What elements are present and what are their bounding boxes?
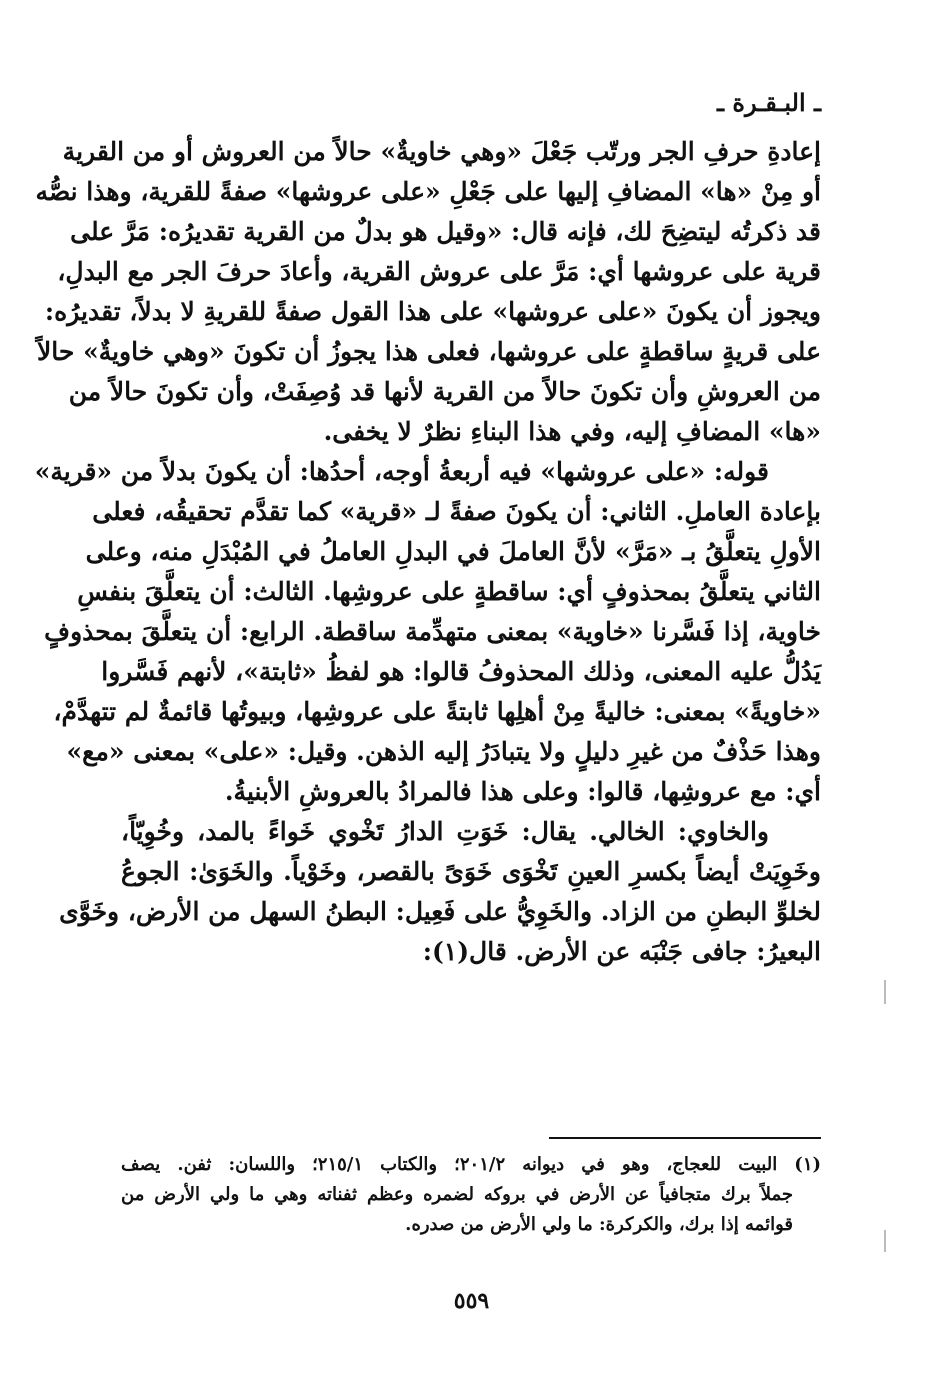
footnote-line: جملاً برك متجافياً عن الأرض في بروكه لضمره وعظم ثفناته وهي ما ولي الأرض من	[121, 1184, 793, 1205]
text-line: أو مِنْ «ها» المضافِ إليها على جَعْلِ «على عروشها» صفةً للقرية، وهذا نصُّه	[35, 177, 821, 206]
scan-edge-mark	[884, 980, 886, 1004]
text-line: قرية على عروشها أي: مَرَّ على عروش القرية، وأعادَ حرفَ الجر مع البدلِ،	[57, 257, 821, 286]
text-line: يَدُلُّ عليه المعنى، وذلك المحذوفُ قالوا: هو لفظُ «ثابتة»، لأنهم فَسَّروا	[101, 657, 821, 686]
running-header: ـ البـقـرة ـ	[716, 88, 821, 117]
text-line: ويجوز أن يكونَ «على عروشها» على هذا القول صفةً للقريةِ لا بدلاً، تقديرُه:	[44, 297, 821, 326]
text-line: إعادةِ حرفِ الجر ورتّب جَعْلَ «وهي خاويةٌ» حالاً من العروش أو من القرية	[62, 137, 821, 166]
text-line: خاوية، إذا فَسَّرنا «خاوية» بمعنى متهدِّمة ساقطة. الرابع: أن يتعلَّقَ بمحذوفٍ	[44, 617, 821, 646]
text-line: قد ذكرتُه ليتضِحَ لك، فإنه قال: «وقيل هو بدلٌ من القرية تقديرُه: مَرَّ على	[70, 217, 821, 246]
text-line: وخَوِيَتْ أيضاً بكسرِ العينِ تَخْوَى خَوَىً بالقصر، وخَوْياً. والخَوَىٰ: الجوعُ	[121, 857, 821, 886]
text-line: الأولِ يتعلَّقُ بـ «مَرَّ» لأنَّ العاملَ في البدلِ العاملُ في المُبْدَلِ منه، وعلى	[85, 537, 821, 566]
main-text	[34, 132, 821, 972]
scan-edge-mark	[884, 1230, 886, 1252]
text-line: أي: مع عروشِها، قالوا: وعلى هذا فالمرادُ بالعروشِ الأبنيةُ.	[224, 777, 821, 806]
footnote-separator	[549, 1137, 821, 1139]
text-line: والخاوي: الخالي. يقال: خَوَتِ الدارُ تَخْوي خَواءً بالمد، وخُوِيّاً،	[121, 817, 769, 846]
text-line: «خاويةً» بمعنى: خاليةً مِنْ أهلِها ثابتةً على عروشِها، وبيوتُها قائمةٌ لم تتهدَّمْ،	[53, 697, 821, 726]
text-line: قوله: «على عروشها» فيه أربعةُ أوجه، أحدُها: أن يكونَ بدلاً من «قرية»	[34, 457, 769, 486]
footnote-line: قوائمه إذا برك، والكركرة: ما ولي الأرض من صدره.	[405, 1214, 793, 1235]
footnote-line: (١) البيت للعجاج، وهو في ديوانه ٢٠١/٢؛ والكتاب ٢١٥/١؛ واللسان: ثفن. يصف	[121, 1154, 822, 1175]
text-line: وهذا حَذْفٌ من غيرِ دليلٍ ولا يتبادَرُ إليه الذهن. وقيل: «على» بمعنى «مع»	[66, 737, 821, 766]
text-line: على قريةٍ ساقطةٍ على عروشها، فعلى هذا يجوزُ أن تكونَ «وهي خاويةٌ» حالاً	[37, 337, 821, 366]
footnotes	[121, 1150, 821, 1240]
text-line: من العروشِ وأن تكونَ حالاً من القرية لأنها قد وُصِفَتْ، وأن تكونَ حالاً من	[68, 377, 821, 406]
paragraph	[35, 132, 821, 452]
text-line: بإعادة العاملِ. الثاني: أن يكونَ صفةً لـ «قرية» كما تقدَّم تحقيقُه، فعلى	[92, 497, 821, 526]
paragraph	[34, 452, 821, 812]
paragraph	[59, 812, 821, 972]
text-line: البعيرُ: جافى جَنْبَه عن الأرض. قال(١):	[422, 937, 821, 966]
page-number: ٥٥٩	[453, 1288, 490, 1314]
text-line: «ها» المضافِ إليه، وفي هذا البناءِ نظرٌ لا يخفى.	[323, 417, 821, 446]
text-line: الثاني يتعلَّقُ بمحذوفٍ أي: ساقطةٍ على عروشِها. الثالث: أن يتعلَّقَ بنفسِ	[77, 577, 821, 606]
text-line: لخلوِّ البطنِ من الزاد. والخَوِيُّ على فَعِيل: البطنُ السهل من الأرض، وخَوَّى	[59, 897, 821, 926]
